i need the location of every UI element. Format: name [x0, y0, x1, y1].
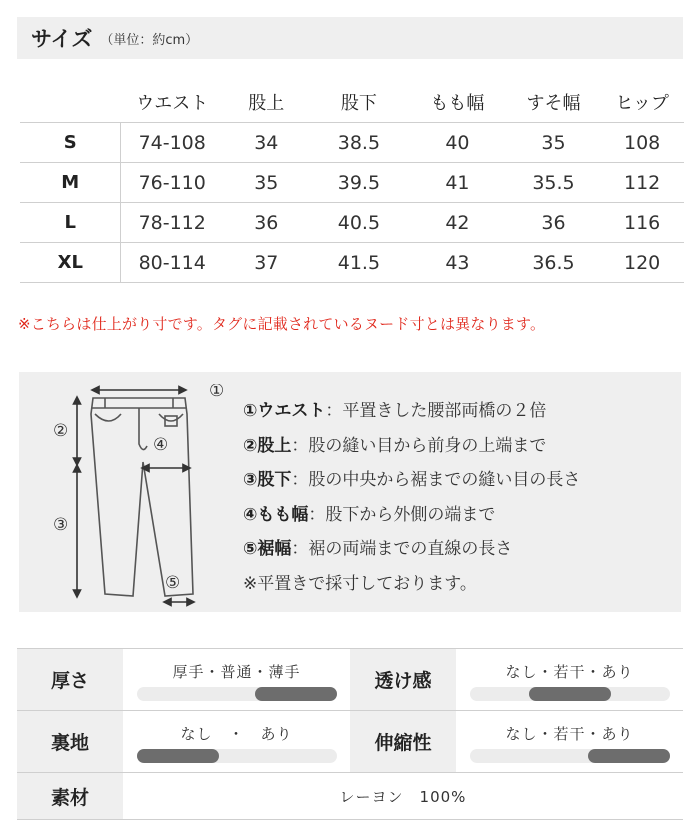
material-label: 素材 — [17, 773, 123, 819]
legend-item: ③股下：股の中央から裾までの縫い目の長さ — [243, 470, 581, 490]
table-row — [20, 242, 684, 282]
thickness-label: 厚さ — [17, 649, 123, 710]
size-label: L — [20, 203, 121, 243]
column-rise: 股上 — [248, 93, 285, 114]
size-table-body — [20, 122, 684, 283]
size-table — [20, 82, 684, 283]
table-cell: 39.5 — [337, 171, 381, 194]
measurement-guide — [19, 372, 681, 612]
table-cell: 76-110 — [138, 171, 206, 194]
stretch-value — [456, 711, 683, 772]
thickness-value — [123, 649, 350, 710]
lining-label: 裏地 — [17, 711, 123, 772]
stretch-label: 伸縮性 — [350, 711, 456, 772]
marker-2: ② — [53, 421, 69, 441]
table-cell: 36 — [541, 211, 566, 234]
table-cell: 120 — [624, 251, 661, 274]
lining-scale — [137, 749, 337, 763]
marker-1: ① — [209, 384, 225, 401]
column-waist: ウエスト — [136, 93, 209, 114]
table-row — [20, 162, 684, 202]
spec-row — [17, 648, 683, 710]
table-cell: 34 — [254, 131, 279, 154]
sheer-value — [456, 649, 683, 710]
column-thigh: もも幅 — [430, 93, 485, 114]
size-label: M — [20, 163, 121, 203]
column-inseam: 股下 — [340, 93, 377, 114]
size-section-header — [17, 17, 683, 59]
stretch-options: なし・若干・あり — [505, 725, 634, 743]
table-cell: 40 — [445, 131, 470, 154]
table-cell: 43 — [445, 251, 470, 274]
table-cell: 41.5 — [337, 251, 381, 274]
measurement-legend — [243, 394, 580, 601]
size-label: S — [20, 123, 121, 163]
thickness-scale — [137, 687, 337, 701]
legend-item: ①ウエスト：平置きした腰部両橋の２倍 — [243, 401, 547, 421]
marker-5: ⑤ — [165, 573, 181, 593]
table-cell: 35 — [541, 131, 566, 154]
material-value: レーヨン 100% — [339, 787, 467, 806]
column-hip: ヒップ — [615, 93, 669, 114]
table-cell: 112 — [624, 171, 661, 194]
lining-value — [123, 711, 350, 772]
stretch-indicator — [588, 749, 670, 763]
table-cell: 108 — [624, 131, 661, 154]
pants-diagram — [47, 384, 227, 608]
table-cell: 37 — [254, 251, 279, 274]
legend-item: ④もも幅：股下から外側の端まで — [243, 504, 496, 525]
table-cell: 74-108 — [138, 131, 206, 154]
size-label: XL — [20, 243, 121, 283]
table-cell: 116 — [624, 211, 661, 234]
stretch-scale — [470, 749, 670, 763]
table-row — [20, 122, 684, 162]
size-table-header — [20, 82, 684, 122]
table-cell: 41 — [445, 171, 470, 194]
measurement-footnote: ※平置きで採寸しております。 — [243, 573, 477, 594]
thickness-options: 厚手・普通・薄手 — [172, 663, 301, 681]
finished-size-note: ※こちらは仕上がり寸です。タグに記載されているヌード寸とは異なります。 — [18, 315, 546, 333]
lining-options: なし ・ あり — [180, 725, 293, 743]
marker-4: ④ — [153, 435, 169, 455]
table-row — [20, 202, 684, 242]
lining-indicator — [137, 749, 219, 763]
table-cell: 35.5 — [532, 171, 575, 194]
table-cell: 78-112 — [138, 211, 206, 234]
table-cell: 40.5 — [337, 211, 381, 234]
table-cell: 80-114 — [138, 251, 206, 274]
sheer-options: なし・若干・あり — [505, 663, 634, 681]
unit-label: （単位：約cm） — [100, 32, 199, 48]
spec-table — [17, 648, 683, 820]
pants-outline — [91, 398, 193, 596]
legend-item: ⑤裾幅：裾の両端までの直線の長さ — [243, 539, 513, 559]
section-title: サイズ — [31, 27, 93, 51]
table-cell: 36 — [254, 211, 279, 234]
marker-3: ③ — [53, 515, 69, 535]
table-cell: 36.5 — [532, 251, 575, 274]
legend-item: ②股上：股の縫い目から前身の上端まで — [243, 435, 547, 456]
sheer-indicator — [529, 687, 611, 701]
spec-row — [17, 710, 683, 772]
table-cell: 35 — [254, 171, 279, 194]
column-hem: すそ幅 — [526, 93, 581, 114]
spec-row — [17, 772, 683, 820]
sheer-label: 透け感 — [350, 649, 456, 710]
table-cell: 42 — [445, 211, 470, 234]
sheer-scale — [470, 687, 670, 701]
table-cell: 38.5 — [337, 131, 381, 154]
thickness-indicator — [255, 687, 337, 701]
